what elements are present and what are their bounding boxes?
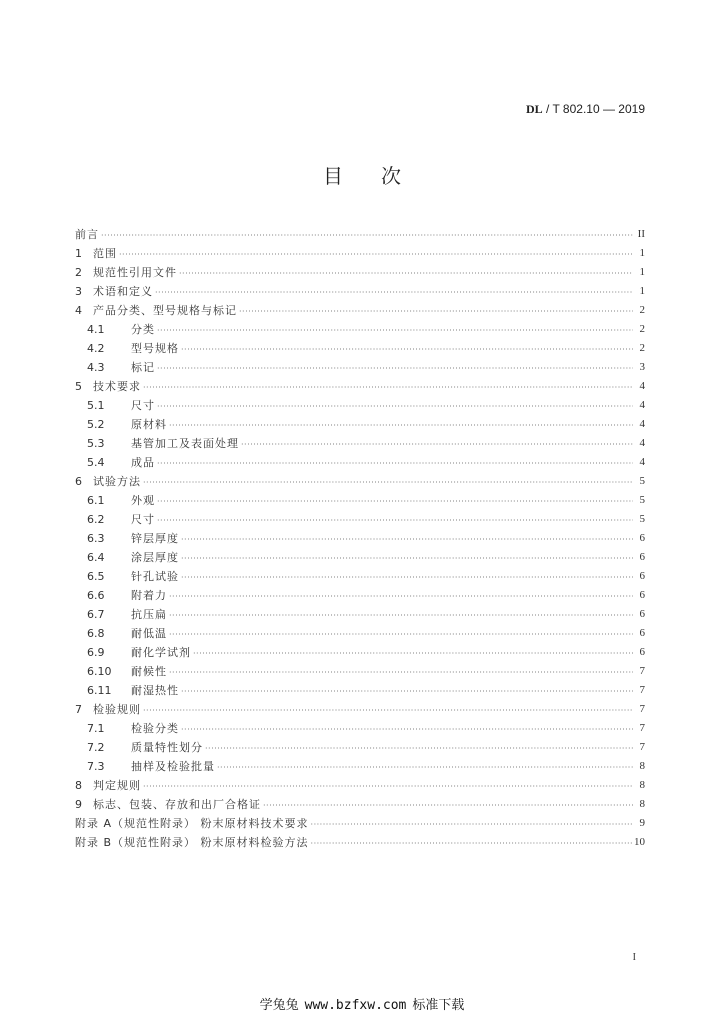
toc-dot-leader (193, 647, 633, 660)
toc-entry-number: 6.8 (87, 627, 105, 640)
toc-entry-title: 规范性引用文件 (93, 266, 177, 279)
toc-dot-leader (169, 628, 633, 641)
toc-entry-number: 7 (75, 703, 82, 716)
toc-title: 目次 (323, 164, 439, 188)
toc-entry (75, 337, 645, 356)
toc-entry-title: 型号规格 (131, 342, 179, 355)
toc-entry-page: 7 (639, 703, 645, 715)
toc-entry-title: 标志、包装、存放和出厂合格证 (93, 798, 261, 811)
toc-entry-title: 前言 (75, 228, 99, 241)
toc-entry-page: 7 (639, 741, 645, 753)
toc-entry-number: 9 (75, 798, 82, 811)
toc-entry-title: 尺寸 (131, 399, 155, 412)
toc-entry (75, 736, 645, 755)
toc-dot-leader (181, 533, 633, 546)
toc-entry (75, 774, 645, 793)
toc-entry-title: 涂层厚度 (131, 551, 179, 564)
toc-entry-page: 2 (639, 323, 645, 335)
toc-entry (75, 242, 645, 261)
toc-entry-number: 8 (75, 779, 82, 792)
toc-dot-leader (157, 324, 633, 337)
toc-entry-page: 6 (639, 608, 645, 620)
toc-entry-title: 耐化学试剂 (131, 646, 191, 659)
toc-entry-number: 6.2 (87, 513, 105, 526)
toc-entry-page: 9 (639, 817, 645, 829)
toc-dot-leader (311, 818, 633, 831)
toc-entry-page: 6 (639, 551, 645, 563)
toc-entry-number: 1 (75, 247, 82, 260)
toc-dot-leader (181, 343, 633, 356)
toc-entry-title: 锌层厚度 (131, 532, 179, 545)
toc-entry-title: 抗压扁 (131, 608, 167, 621)
toc-dot-leader (311, 837, 632, 850)
toc-entry-title: 耐湿热性 (131, 684, 179, 697)
toc-entry (75, 565, 645, 584)
toc-entry-number: 6 (75, 475, 82, 488)
toc-entry-number: 6.7 (87, 608, 105, 621)
toc-dot-leader (157, 400, 633, 413)
toc-dot-leader (169, 590, 633, 603)
toc-entry-number: 7.1 (87, 722, 105, 735)
toc-entry-number: 6.10 (87, 665, 112, 678)
toc-entry-title: 针孔试验 (131, 570, 179, 583)
toc-entry (75, 223, 645, 242)
toc-entry-title: 外观 (131, 494, 155, 507)
toc-entry-page: 5 (639, 513, 645, 525)
toc-dot-leader (181, 552, 633, 565)
toc-entry-page: 7 (639, 684, 645, 696)
toc-entry (75, 831, 645, 850)
toc-entry (75, 603, 645, 622)
toc-entry-page: 6 (639, 589, 645, 601)
toc-dot-leader (157, 457, 633, 470)
standard-code (526, 102, 645, 117)
toc-entry-number: 4.3 (87, 361, 105, 374)
toc-entry-number: 6.9 (87, 646, 105, 659)
toc-entry-title: 分类 (131, 323, 155, 336)
toc-entry-page: 5 (639, 494, 645, 506)
toc-entry-page: 6 (639, 532, 645, 544)
toc-entry-number: 4.1 (87, 323, 105, 336)
toc-dot-leader (169, 419, 633, 432)
toc-dot-leader (157, 495, 633, 508)
toc-entry-number: 5.4 (87, 456, 105, 469)
toc-entry (75, 641, 645, 660)
toc-dot-leader (169, 609, 633, 622)
toc-entry-number: 6.4 (87, 551, 105, 564)
toc-entry (75, 470, 645, 489)
toc-dot-leader (217, 761, 633, 774)
toc-entry-title: 检验分类 (131, 722, 179, 735)
toc-entry-title: 检验规则 (93, 703, 141, 716)
toc-dot-leader (143, 476, 633, 489)
toc-entry-number: 6.6 (87, 589, 105, 602)
toc-entry-title: 基管加工及表面处理 (131, 437, 239, 450)
toc-entry (75, 698, 645, 717)
toc-entry (75, 622, 645, 641)
toc-entry-title: 成品 (131, 456, 155, 469)
toc-dot-leader (181, 685, 633, 698)
toc-entry-page: 7 (639, 665, 645, 677)
toc-entry (75, 432, 645, 451)
toc-dot-leader (205, 742, 633, 755)
toc-entry-number: 3 (75, 285, 82, 298)
toc-entry (75, 546, 645, 565)
toc-entry (75, 356, 645, 375)
toc-entry (75, 793, 645, 812)
toc-entry (75, 679, 645, 698)
toc-entry-title: 原材料 (131, 418, 167, 431)
toc-dot-leader (101, 229, 633, 242)
toc-entry (75, 527, 645, 546)
toc-entry-page: 4 (639, 456, 645, 468)
toc-entry-title: 标记 (131, 361, 155, 374)
toc-entry-number: 6.5 (87, 570, 105, 583)
toc-entry-page: 6 (639, 627, 645, 639)
toc-dot-leader (119, 248, 633, 261)
toc-dot-leader (143, 381, 633, 394)
toc-dot-leader (157, 362, 633, 375)
toc-dot-leader (143, 780, 633, 793)
toc-entry-page: 7 (639, 722, 645, 734)
toc-entry-page: 5 (639, 475, 645, 487)
toc-entry-title: 抽样及检验批量 (131, 760, 215, 773)
toc-dot-leader (143, 704, 633, 717)
page-number: I (632, 952, 636, 963)
toc-entry (75, 318, 645, 337)
toc-dot-leader (155, 286, 633, 299)
toc-dot-leader (179, 267, 633, 280)
toc-entry-number: 4.2 (87, 342, 105, 355)
toc-entry-page: 1 (639, 247, 645, 259)
toc-entry (75, 508, 645, 527)
toc-entry-page: II (637, 228, 645, 240)
toc-entry (75, 717, 645, 736)
watermark-tagline: 标准下载 (412, 998, 465, 1013)
toc-entry-number: 6.3 (87, 532, 105, 545)
toc-entry-title: 术语和定义 (93, 285, 153, 298)
toc-entry-number: 5 (75, 380, 82, 393)
toc-entry-page: 8 (639, 779, 645, 791)
toc-entry-title: 耐候性 (131, 665, 167, 678)
toc-entry-number: 6.1 (87, 494, 105, 507)
toc-entry-number: 5.1 (87, 399, 105, 412)
toc-dot-leader (241, 438, 633, 451)
toc-entry (75, 299, 645, 318)
toc-entry (75, 489, 645, 508)
toc-entry-number: 2 (75, 266, 82, 279)
toc-dot-leader (169, 666, 633, 679)
toc-entry-page: 3 (639, 361, 645, 373)
watermark (0, 994, 724, 1013)
toc-entry (75, 394, 645, 413)
toc-entry (75, 660, 645, 679)
toc-entry-title: 技术要求 (93, 380, 141, 393)
toc-entry-title: 附着力 (131, 589, 167, 602)
toc-entry (75, 261, 645, 280)
toc-dot-leader (157, 514, 633, 527)
toc-entry (75, 755, 645, 774)
toc-entry-title: 试验方法 (93, 475, 141, 488)
toc-entry-title: 产品分类、型号规格与标记 (93, 304, 237, 317)
toc-entry-number: 4 (75, 304, 82, 317)
toc-entry-title: 质量特性划分 (131, 741, 203, 754)
toc-entry-title: 耐低温 (131, 627, 167, 640)
toc-entry-number: 7.2 (87, 741, 105, 754)
toc-entry-page: 10 (634, 836, 645, 848)
toc-entry-title: 尺寸 (131, 513, 155, 526)
toc-entry-title: 范围 (93, 247, 117, 260)
toc-entry-page: 4 (639, 380, 645, 392)
toc-entry-page: 4 (639, 399, 645, 411)
toc-entry-title: 附录 A（规范性附录） 粉末原材料技术要求 (75, 817, 309, 830)
toc-entry (75, 413, 645, 432)
toc-entry (75, 280, 645, 299)
toc-entry-page: 1 (639, 285, 645, 297)
toc-entry (75, 375, 645, 394)
toc-entry-title: 判定规则 (93, 779, 141, 792)
toc-entry-page: 1 (639, 266, 645, 278)
toc-dot-leader (181, 723, 633, 736)
toc-entry (75, 584, 645, 603)
toc-dot-leader (263, 799, 633, 812)
table-of-contents (75, 223, 645, 850)
standard-prefix: DL (526, 102, 543, 116)
toc-entry-page: 6 (639, 570, 645, 582)
toc-entry-page: 8 (639, 798, 645, 810)
toc-entry-page: 2 (639, 304, 645, 316)
toc-dot-leader (181, 571, 633, 584)
toc-entry-title: 附录 B（规范性附录） 粉末原材料检验方法 (75, 836, 309, 849)
toc-entry (75, 451, 645, 470)
toc-dot-leader (239, 305, 633, 318)
toc-entry-page: 4 (639, 437, 645, 449)
toc-entry-page: 6 (639, 646, 645, 658)
toc-entry (75, 812, 645, 831)
toc-entry-page: 8 (639, 760, 645, 772)
toc-entry-number: 7.3 (87, 760, 105, 773)
watermark-url: www.bzfxw.com (304, 998, 407, 1013)
toc-entry-page: 4 (639, 418, 645, 430)
toc-entry-number: 5.2 (87, 418, 105, 431)
toc-entry-page: 2 (639, 342, 645, 354)
watermark-brand: 学兔兔 (259, 998, 299, 1013)
toc-entry-number: 6.11 (87, 684, 112, 697)
toc-entry-number: 5.3 (87, 437, 105, 450)
standard-number: / T 802.10 — 2019 (542, 102, 645, 116)
